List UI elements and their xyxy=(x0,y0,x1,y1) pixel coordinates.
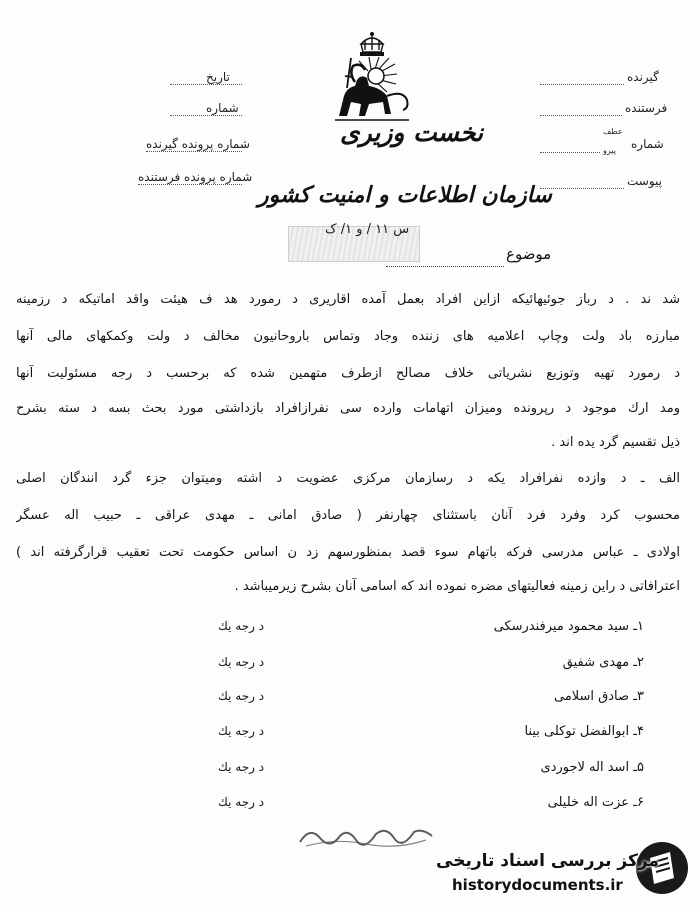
sender-label: فرستنده xyxy=(625,101,668,115)
attachment-line xyxy=(540,188,624,189)
paragraph-line-3: د رمورد تهیه وتوزیع نشریاتی خلاف مصالح ازطرف متهمین شده که برحسب د رجه مسئولیت آنها xyxy=(16,366,680,381)
subject-label: موضوع xyxy=(506,245,552,263)
attachment-label: پیوست xyxy=(627,174,662,188)
recipient-file-label: شماره پرونده گیرنده xyxy=(146,137,250,151)
organization-subtitle: سازمان اطلاعات و امنیت کشور xyxy=(258,182,552,208)
list-item-number: ۲ـ xyxy=(633,655,644,670)
date-label: تاریخ xyxy=(206,70,230,84)
list-item-name: صادق اسلامی xyxy=(553,689,630,704)
sender-line xyxy=(540,115,622,116)
paragraph-line-2: مبارزه باد ولت وچاپ اعلامیه های زننده وجاد وتماس باروحانیون مخالف د ولت وکمکهای مالی آنها xyxy=(16,329,680,344)
recipient-line xyxy=(540,84,624,85)
list-item-rank: د رجه یك xyxy=(218,760,265,774)
number-line-right xyxy=(540,152,600,153)
paragraph-line-4: ومد ارك موجود د رپرونده ومیزان اتهامات وارده سی نفرازافراد بازداشتی مورد بحث بسه د سته بشرح xyxy=(16,401,680,416)
reference-code: س ۱۱ / و ۱/ ک xyxy=(325,222,410,237)
list-item-name: عزت اله خلیلی xyxy=(547,795,630,810)
list-item-name: مهدی شفیق xyxy=(562,655,630,670)
watermark-text-fa: مرکز بررسی اسناد تاریخی xyxy=(436,851,659,871)
list-item-number: ۴ـ xyxy=(633,724,644,739)
list-item-name: سید محمود میرفندرسکی xyxy=(493,619,630,634)
list-item-number: ۵ـ xyxy=(633,760,644,775)
clause-line-4: اعترافاتی د راین زمینه فعالیتهای مضره نموده اند که اسامی آنان بشرح زیرمیباشد . xyxy=(234,579,680,594)
clause-line-1: الف ـ د وازده نفرافراد یکه د رسازمان مرکزی عضویت د اشته ومیتوان جزء گرد انندگان اصلی xyxy=(16,471,680,486)
list-item-rank: د رجه یك xyxy=(218,655,265,669)
list-item-name: اسد اله لاجوردی xyxy=(540,760,630,775)
organization-title: نخست وزیری xyxy=(340,118,484,147)
sender-file-label: شماره پرونده فرستنده xyxy=(138,170,253,184)
clause-line-2: محسوب کرد وفرد فرد آنان باستثنای چهارنفر ( صادق امانی ـ مهدی عراقی ـ حبیب اله عسگر xyxy=(16,508,680,523)
reference-note: عطف xyxy=(603,127,623,136)
number-label-right: شماره xyxy=(631,137,664,151)
list-item-number: ۶ـ xyxy=(633,795,644,810)
paragraph-line-1: شد ند . د رباز جوئیهائیکه ازاین افراد بعمل آمده اقاریری د رمورد هد ف هیئت واقد اماتیکه د رزمینه xyxy=(16,292,680,307)
paragraph-line-5: ذیل تقسیم گرد یده اند . xyxy=(551,435,680,450)
watermark-text-en: historydocuments.ir xyxy=(452,876,623,894)
list-item-rank: د رجه یك xyxy=(218,795,265,809)
number-label-left: شماره xyxy=(206,101,239,115)
list-item-rank: د رجه یك xyxy=(218,724,265,738)
list-item-number: ۳ـ xyxy=(633,689,644,704)
signature-scribble xyxy=(296,820,436,850)
sender-file-line xyxy=(138,184,242,185)
followup-note: پیرو xyxy=(603,146,616,155)
list-item-number: ۱ـ xyxy=(633,619,644,634)
list-item-name: ابوالفضل توکلی بینا xyxy=(524,724,630,739)
number-line-left xyxy=(170,115,242,116)
recipient-label: گیرنده xyxy=(627,70,659,84)
list-item-rank: د رجه یك xyxy=(218,689,265,703)
subject-line xyxy=(386,266,504,267)
date-line xyxy=(170,84,242,85)
recipient-file-line xyxy=(146,151,242,152)
clause-line-3: اولادی ـ عباس مدرسی فرکه باتهام سوء قصد بمنظورسهم زد ن اساس حکومت تحت تعقیب قرارگرفته اند ) xyxy=(16,545,680,560)
list-item-rank: د رجه یك xyxy=(218,619,265,633)
lion-and-sun-emblem-icon xyxy=(325,30,420,125)
